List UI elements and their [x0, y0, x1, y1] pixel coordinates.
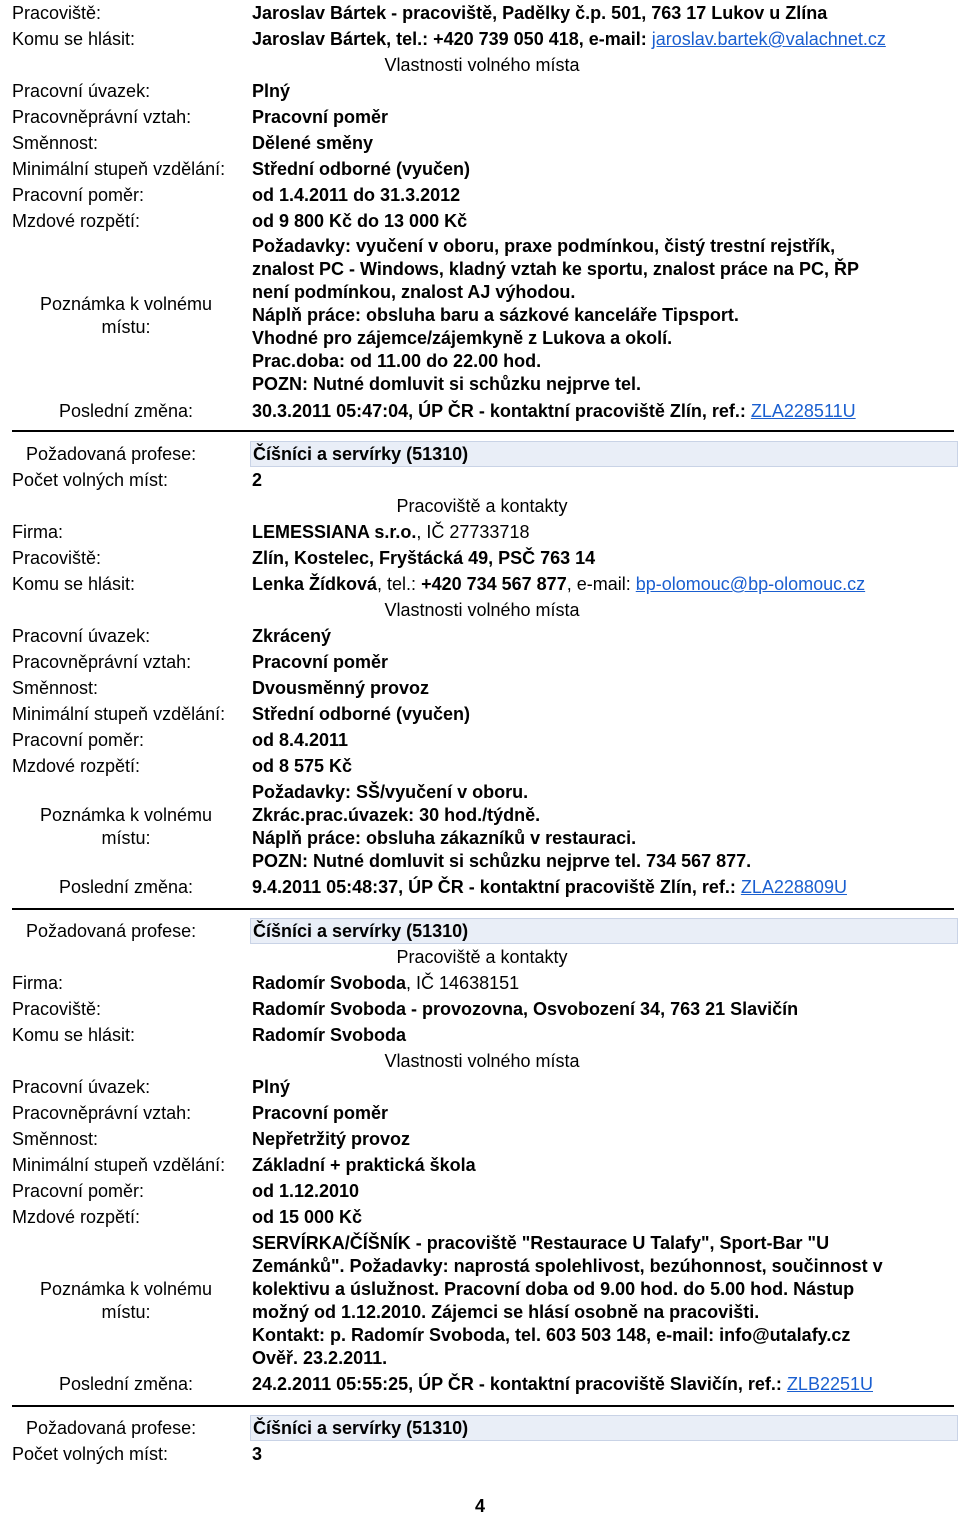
contact-value: Radomír Svoboda — [252, 1025, 407, 1045]
ref-link[interactable]: ZLA228809U — [740, 877, 847, 897]
pomer-value: od 8.4.2011 — [252, 730, 349, 750]
last-change-value: 9.4.2011 05:48:37, ÚP ČR - kontaktní pracoviště Zlín, ref.: ZLA228809U — [252, 877, 847, 897]
contact-value: Lenka Žídková, tel.: +420 734 567 877, e-mail: bp-olomouc@bp-olomouc.cz — [252, 574, 866, 594]
vzdelani-label: Minimální stupeň vzdělání: — [12, 1155, 226, 1175]
vztah-label: Pracovněprávní vztah: — [12, 1103, 192, 1123]
note-label: Poznámka k volnému místu: — [39, 1279, 213, 1322]
ref-link[interactable]: ZLB2251U — [786, 1374, 873, 1394]
vztah-row — [12, 650, 952, 674]
uvazek-value: Plný — [252, 1077, 291, 1097]
contacts-heading-row — [12, 945, 952, 969]
firm-row — [12, 971, 952, 995]
contact-row — [12, 27, 952, 51]
vzdelani-label: Minimální stupeň vzdělání: — [12, 704, 226, 724]
uvazek-row — [12, 1075, 952, 1099]
pomer-label: Pracovní poměr: — [12, 730, 145, 750]
smennost-row — [12, 1127, 952, 1151]
mzda-row — [12, 754, 952, 778]
uvazek-label: Pracovní úvazek: — [12, 1077, 151, 1097]
pomer-label: Pracovní poměr: — [12, 1181, 145, 1201]
smennost-value: Dělené směny — [252, 133, 374, 153]
uvazek-row — [12, 79, 952, 103]
uvazek-row — [12, 624, 952, 648]
profession-value: Číšníci a servírky (51310) — [250, 918, 958, 944]
profession-label: Požadovaná profese: — [26, 921, 197, 941]
smennost-row — [12, 131, 952, 155]
mzda-row — [12, 1205, 952, 1229]
vacancy-count-label: Počet volných míst: — [12, 470, 169, 490]
workplace-value: Radomír Svoboda - provozovna, Osvobození 34, 763 21 Slavičín — [252, 999, 799, 1019]
note-label: Poznámka k volnému místu: — [39, 805, 213, 848]
vzdelani-label: Minimální stupeň vzdělání: — [12, 159, 226, 179]
mzda-label: Mzdové rozpětí: — [12, 211, 141, 231]
firm-label: Firma: — [12, 973, 63, 993]
mzda-value: od 8 575 Kč — [252, 756, 353, 776]
vzdelani-row — [12, 702, 952, 726]
last-change-label: Poslední změna: — [58, 877, 194, 897]
props-heading-row — [12, 598, 952, 622]
props-heading-row — [12, 53, 952, 77]
mzda-label: Mzdové rozpětí: — [12, 1207, 141, 1227]
last-change-value: 24.2.2011 05:55:25, ÚP ČR - kontaktní pracoviště Slavičín, ref.: ZLB2251U — [252, 1374, 873, 1394]
vztah-label: Pracovněprávní vztah: — [12, 107, 192, 127]
vzdelani-value: Střední odborné (vyučen) — [252, 704, 471, 724]
vztah-value: Pracovní poměr — [252, 652, 389, 672]
vacancy-count-row — [12, 468, 952, 492]
note-text: SERVÍRKA/ČÍŠNÍK - pracoviště "Restaurace U Talafy", Sport-Bar "U Zemánků". Požadavky: naprostá spolehlivost, bezúhonnost, součinnost v kolektivu a úslužnost. Pracovní doba od 9.00 hod. do 5.00 hod. Nástup možný od 1.12.2010. Zájemci se hlásí osobně na pracovišti. Kontakt: p. Radomír Svoboda, tel. 603 503 148, e-mail: info@utalafy.cz Ověř. 23.2.2011. — [252, 1233, 883, 1368]
page-number: 4 — [474, 1496, 485, 1516]
profession-row — [12, 441, 954, 467]
workplace-row — [12, 1, 952, 25]
vzdelani-value: Střední odborné (vyučen) — [252, 159, 471, 179]
mzda-value: od 15 000 Kč — [252, 1207, 363, 1227]
smennost-label: Směnnost: — [12, 1129, 99, 1149]
vztah-value: Pracovní poměr — [252, 1103, 389, 1123]
workplace-label: Pracoviště: — [12, 999, 102, 1019]
firm-value: Radomír Svoboda, IČ 14638151 — [252, 973, 520, 993]
vzdelani-value: Základní + praktická škola — [252, 1155, 476, 1175]
separator — [12, 1405, 954, 1407]
vacancy-count-row — [12, 1442, 952, 1466]
uvazek-value: Plný — [252, 81, 291, 101]
vztah-label: Pracovněprávní vztah: — [12, 652, 192, 672]
last-change-value: 30.3.2011 05:47:04, ÚP ČR - kontaktní pracoviště Zlín, ref.: ZLA228511U — [252, 401, 856, 421]
mzda-value: od 9 800 Kč do 13 000 Kč — [252, 211, 468, 231]
profession-row — [12, 1415, 954, 1441]
vztah-row — [12, 1101, 952, 1125]
workplace-row — [12, 997, 952, 1021]
vacancy-count-label: Počet volných míst: — [12, 1444, 169, 1464]
note-text: Požadavky: SŠ/vyučení v oboru. Zkrác.prac.úvazek: 30 hod./týdně. Náplň práce: obsluha zákazníků v restauraci. POZN: Nutné domluvit si schůzku nejprve tel. 734 567 877. — [252, 782, 752, 871]
last-change-label: Poslední změna: — [58, 401, 194, 421]
contact-email-link[interactable]: bp-olomouc@bp-olomouc.cz — [635, 574, 866, 594]
workplace-label: Pracoviště: — [12, 548, 102, 568]
pomer-row — [12, 183, 952, 207]
profession-value: Číšníci a servírky (51310) — [250, 441, 958, 467]
pomer-row — [12, 1179, 952, 1203]
smennost-value: Nepřetržitý provoz — [252, 1129, 411, 1149]
ref-link[interactable]: ZLA228511U — [750, 401, 856, 421]
contact-label: Komu se hlásit: — [12, 29, 136, 49]
pomer-value: od 1.4.2011 do 31.3.2012 — [252, 185, 461, 205]
vzdelani-row — [12, 157, 952, 181]
note-text: Požadavky: vyučení v oboru, praxe podmínkou, čistý trestní rejstřík, znalost PC - Windows, kladný vztah ke sportu, znalost práce na PC, ŘP není podmínkou, znalost AJ výhodou. Náplň práce: obsluha baru a sázkové kanceláře Tipsport. Vhodné pro zájemce/zájemkyně z Lukova a okolí. Prac.doba: od 11.00 do 22.00 hod. POZN: Nutné domluvit si schůzku nejprve tel. — [252, 236, 859, 394]
workplace-label: Pracoviště: — [12, 3, 102, 23]
separator — [12, 908, 954, 910]
props-heading: Vlastnosti volného místa — [384, 1051, 580, 1071]
contact-label: Komu se hlásit: — [12, 1025, 136, 1045]
contact-row — [12, 1023, 952, 1047]
workplace-value: Jaroslav Bártek - pracoviště, Padělky č.p. 501, 763 17 Lukov u Zlína — [252, 3, 828, 23]
contact-email-link[interactable]: jaroslav.bartek@valachnet.cz — [651, 29, 886, 49]
note-label: Poznámka k volnému místu: — [39, 294, 213, 337]
contacts-heading: Pracoviště a kontakty — [396, 496, 568, 516]
mzda-row — [12, 209, 952, 233]
vztah-row — [12, 105, 952, 129]
contacts-heading-row — [12, 494, 952, 518]
vzdelani-row — [12, 1153, 952, 1177]
mzda-label: Mzdové rozpětí: — [12, 756, 141, 776]
vztah-value: Pracovní poměr — [252, 107, 389, 127]
firm-value: LEMESSIANA s.r.o., IČ 27733718 — [252, 522, 530, 542]
contact-label: Komu se hlásit: — [12, 574, 136, 594]
pomer-label: Pracovní poměr: — [12, 185, 145, 205]
uvazek-value: Zkrácený — [252, 626, 332, 646]
contact-row — [12, 572, 952, 596]
vacancy-count-value: 3 — [252, 1444, 263, 1464]
firm-row — [12, 520, 952, 544]
profession-value: Číšníci a servírky (51310) — [250, 1415, 958, 1441]
profession-label: Požadovaná profese: — [26, 444, 197, 464]
profession-row — [12, 918, 954, 944]
contacts-heading: Pracoviště a kontakty — [396, 947, 568, 967]
props-heading: Vlastnosti volného místa — [384, 55, 580, 75]
props-heading-row — [12, 1049, 952, 1073]
firm-label: Firma: — [12, 522, 63, 542]
pomer-value: od 1.12.2010 — [252, 1181, 360, 1201]
smennost-value: Dvousměnný provoz — [252, 678, 430, 698]
pomer-row — [12, 728, 952, 752]
props-heading: Vlastnosti volného místa — [384, 600, 580, 620]
workplace-value: Zlín, Kostelec, Fryštácká 49, PSČ 763 14 — [252, 548, 596, 568]
profession-label: Požadovaná profese: — [26, 1418, 197, 1438]
smennost-row — [12, 676, 952, 700]
separator — [12, 430, 954, 432]
workplace-row — [12, 546, 952, 570]
uvazek-label: Pracovní úvazek: — [12, 81, 151, 101]
smennost-label: Směnnost: — [12, 678, 99, 698]
contact-value: Jaroslav Bártek, tel.: +420 739 050 418, e-mail: jaroslav.bartek@valachnet.cz — [252, 29, 886, 49]
uvazek-label: Pracovní úvazek: — [12, 626, 151, 646]
last-change-label: Poslední změna: — [58, 1374, 194, 1394]
smennost-label: Směnnost: — [12, 133, 99, 153]
vacancy-count-value: 2 — [252, 470, 263, 490]
